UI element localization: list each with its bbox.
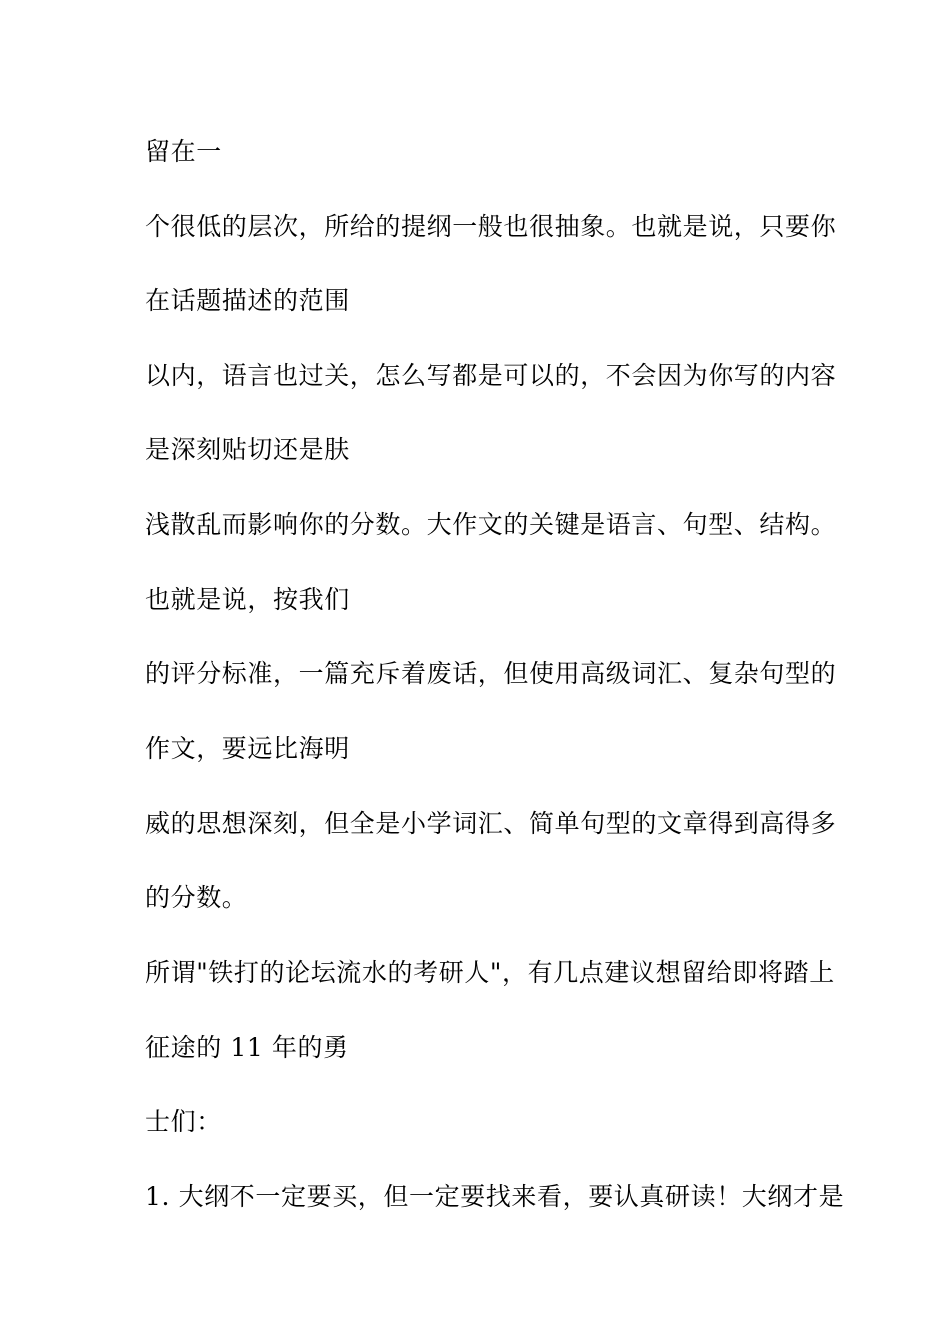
text-line: 以内，语言也过关，怎么写都是可以的，不会因为你写的内容 [145, 361, 837, 390]
text-line: 的评分标准，一篇充斥着废话，但使用高级词汇、复杂句型的 [145, 659, 837, 688]
text-line: 留在一 [145, 137, 222, 166]
text-line: 征途的 11 年的勇 [145, 1033, 349, 1062]
text-line: 作文，要远比海明 [145, 734, 350, 763]
text-line: 士们： [145, 1107, 222, 1136]
text-line: 威的思想深刻，但全是小学词汇、简单句型的文章得到高得多 [145, 809, 837, 838]
text-line: 的分数。 [145, 883, 248, 912]
text-line: 在话题描述的范围 [145, 286, 350, 315]
text-line: 所谓"铁打的论坛流水的考研人"，有几点建议想留给即将踏上 [145, 958, 835, 987]
text-line: 浅散乱而影响你的分数。大作文的关键是语言、句型、结构。 [145, 510, 837, 539]
text-line: 是深刻贴切还是肤 [145, 435, 350, 464]
text-line: 个很低的层次，所给的提纲一般也很抽象。也就是说，只要你 [145, 212, 837, 241]
text-line: 也就是说，按我们 [145, 585, 350, 614]
text-line: 1. 大纲不一定要买，但一定要找来看，要认真研读！大纲才是 [145, 1182, 845, 1211]
